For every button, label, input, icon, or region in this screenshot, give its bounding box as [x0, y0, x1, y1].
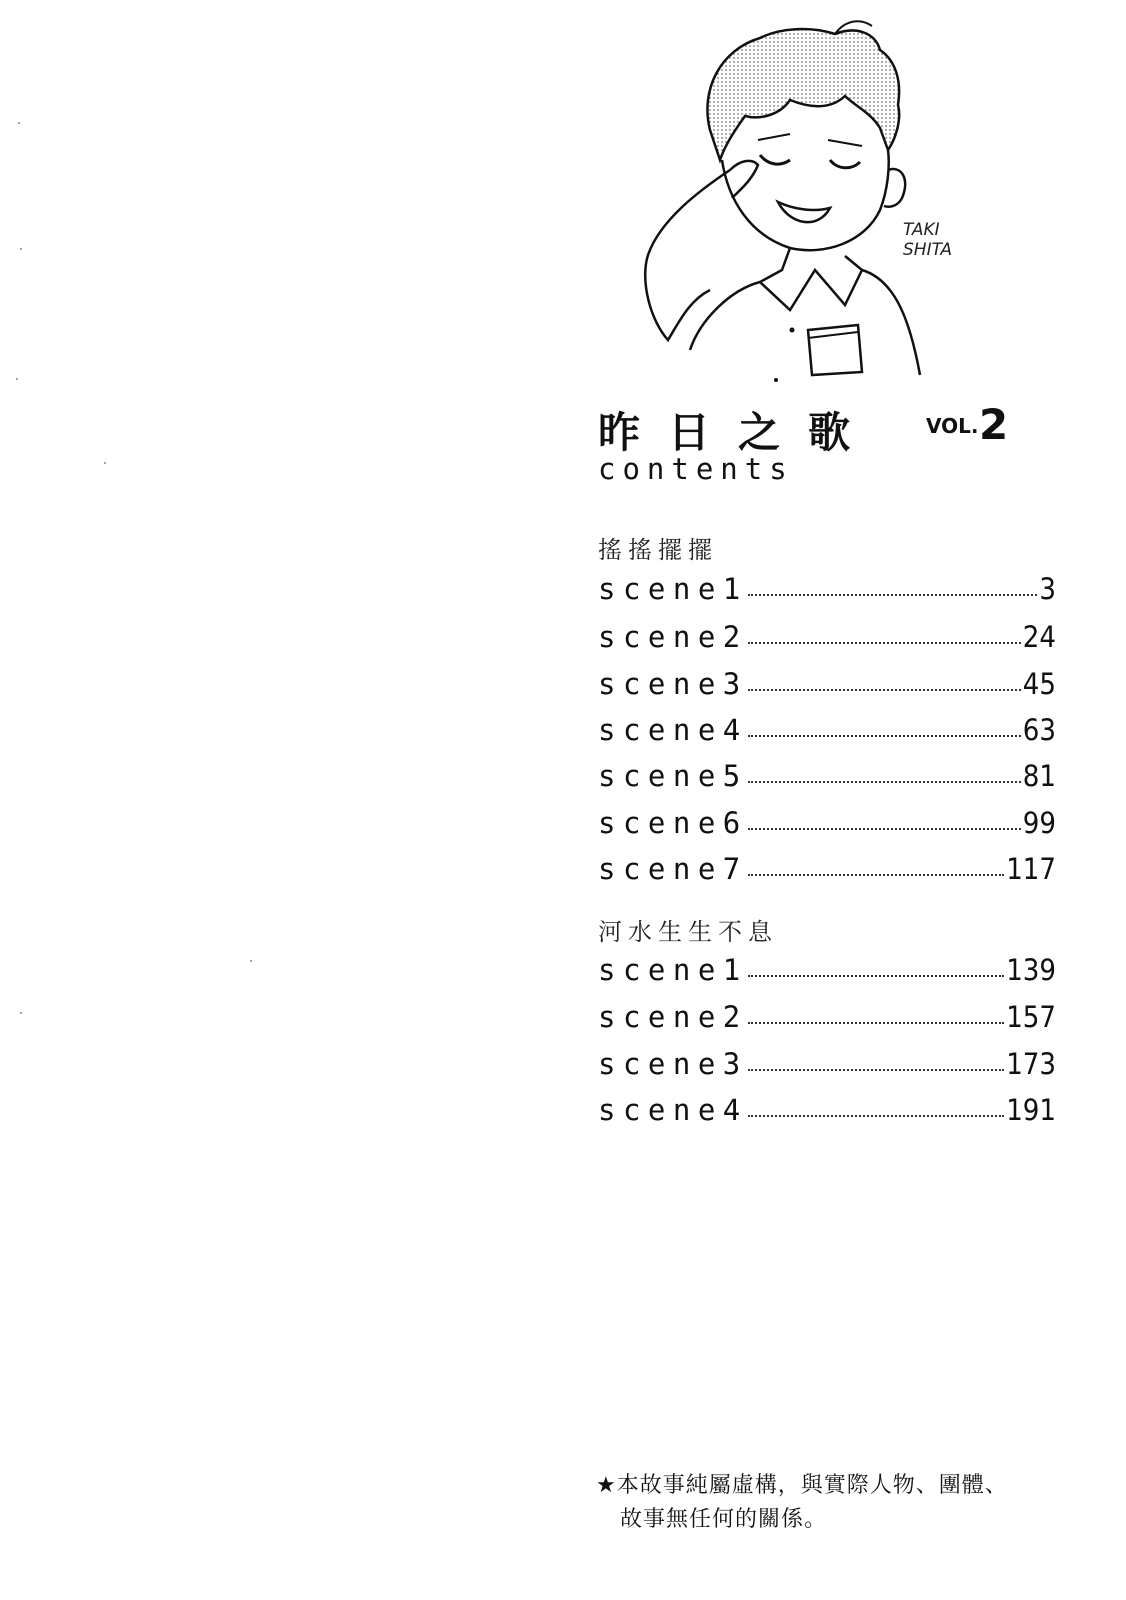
- scan-speck: [20, 248, 22, 250]
- scene-label: scene7: [598, 852, 748, 886]
- scene-label: scene1: [598, 953, 748, 987]
- scan-speck: [250, 960, 252, 962]
- page-number: 45: [1022, 667, 1056, 701]
- signature-line-1: TAKI: [903, 220, 940, 240]
- contents-heading: contents: [598, 452, 794, 486]
- dot-leader: [748, 735, 1021, 737]
- page-number: 24: [1022, 620, 1056, 654]
- character-illustration: [640, 20, 980, 385]
- volume-label: VOL.: [926, 414, 979, 438]
- disclaimer: [596, 1469, 1066, 1537]
- page-number: 173: [1006, 1047, 1056, 1081]
- page-number: 139: [1006, 953, 1056, 987]
- section-title-1: 搖搖擺擺: [598, 536, 718, 564]
- scene-label: scene4: [598, 1093, 748, 1127]
- dot-leader: [748, 1022, 1004, 1024]
- scene-label: scene1: [598, 572, 748, 606]
- scene-label: scene3: [598, 667, 748, 701]
- page-number: 3: [1039, 572, 1056, 606]
- dot-leader: [748, 689, 1021, 691]
- scene-label: scene2: [598, 620, 748, 654]
- dot-leader: [748, 594, 1038, 596]
- scene-label: scene5: [598, 759, 748, 793]
- scene-label: scene3: [598, 1047, 748, 1081]
- page-number: 191: [1006, 1093, 1056, 1127]
- signature-line-2: SHITA: [903, 240, 953, 260]
- book-title: 昨日之歌: [598, 408, 879, 457]
- scene-label: scene2: [598, 1000, 748, 1034]
- dot-leader: [748, 781, 1021, 783]
- toc-entry[interactable]: [598, 660, 1056, 700]
- dot-leader: [748, 1069, 1004, 1071]
- toc-entry[interactable]: [598, 993, 1056, 1033]
- scan-speck: [104, 462, 106, 464]
- scan-speck: [20, 1012, 22, 1014]
- section-title-2: 河水生生不息: [598, 918, 778, 946]
- toc-entry[interactable]: [598, 565, 1056, 605]
- title-row: [598, 400, 1068, 457]
- dot-leader: [748, 874, 1004, 876]
- toc-entry[interactable]: [598, 946, 1056, 986]
- disclaimer-line-2: 故事無任何的關係。: [620, 1507, 828, 1532]
- toc-entry[interactable]: [598, 706, 1056, 746]
- disclaimer-line-1: ★本故事純屬虛構，與實際人物、團體、: [596, 1473, 1008, 1498]
- toc-entry[interactable]: [598, 1086, 1056, 1126]
- dot-leader: [748, 828, 1021, 830]
- toc-entry[interactable]: [598, 845, 1056, 885]
- dot-leader: [748, 642, 1021, 644]
- scan-speck: [16, 378, 18, 380]
- artist-signature: [903, 220, 952, 260]
- toc-entry[interactable]: [598, 752, 1056, 792]
- scene-label: scene6: [598, 806, 748, 840]
- page-number: 157: [1006, 1000, 1056, 1034]
- page-number: 117: [1006, 852, 1056, 886]
- toc-entry[interactable]: [598, 613, 1056, 653]
- dot-leader: [748, 1115, 1004, 1117]
- dot-leader: [748, 975, 1004, 977]
- page-number: 99: [1022, 806, 1056, 840]
- scene-label: scene4: [598, 713, 748, 747]
- volume-number: 2: [979, 400, 1009, 449]
- page-number: 81: [1022, 759, 1056, 793]
- toc-entry[interactable]: [598, 799, 1056, 839]
- scan-speck: [18, 122, 20, 124]
- toc-entry[interactable]: [598, 1040, 1056, 1080]
- page-number: 63: [1022, 713, 1056, 747]
